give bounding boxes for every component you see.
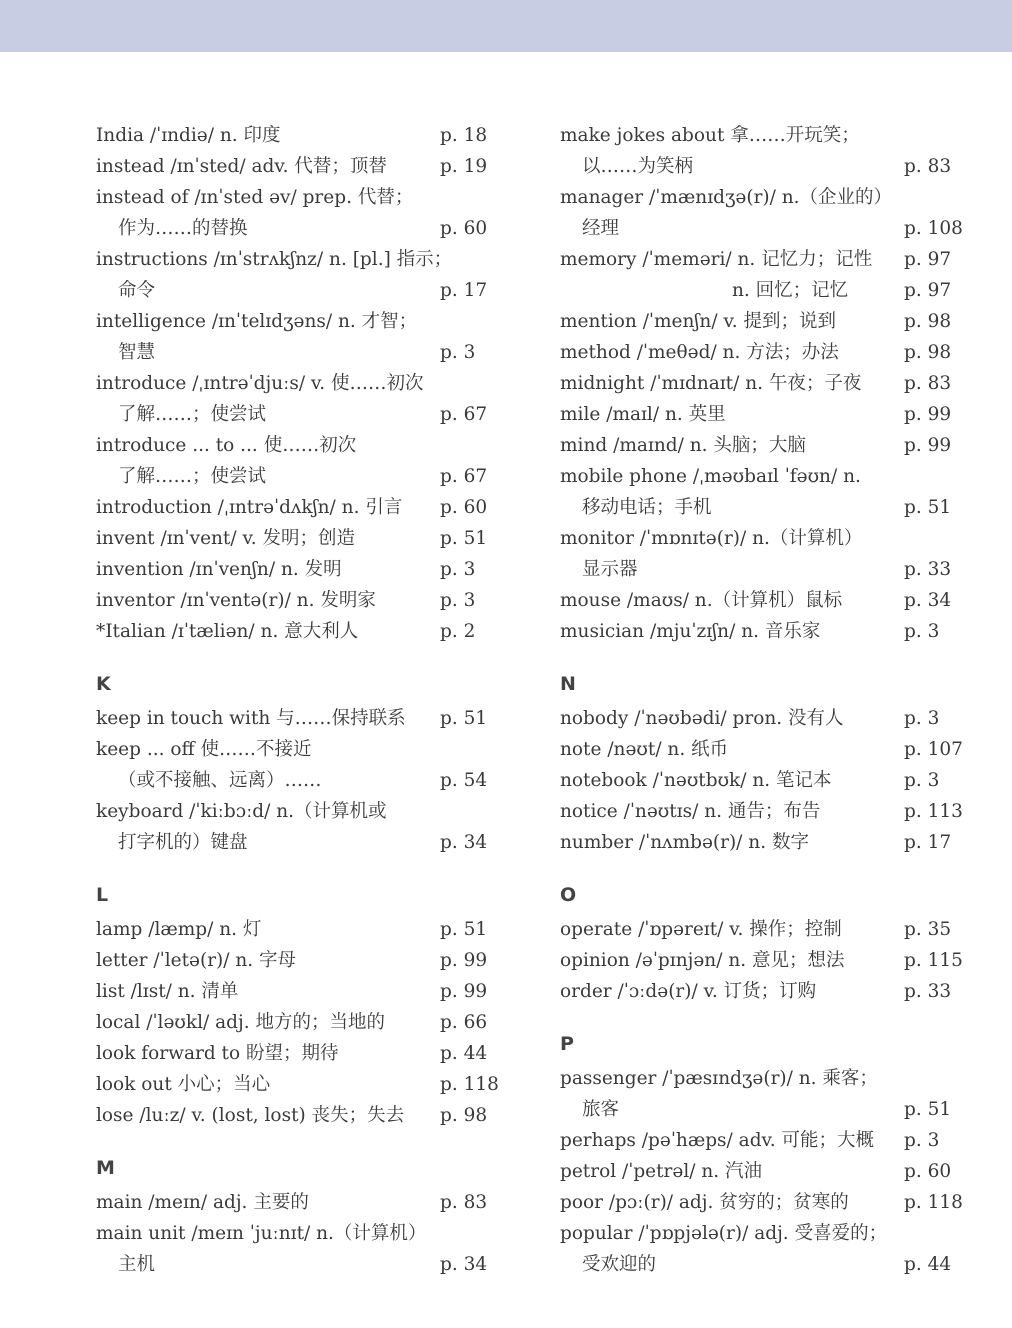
page-reference: p. 67 (440, 466, 488, 487)
entry-text: 受欢迎的 (582, 1254, 657, 1275)
entry-text: note /nəʊt/ n. 纸币 (560, 739, 729, 760)
page-reference: p. 67 (440, 404, 488, 425)
glossary-entry-line (96, 1187, 496, 1218)
entry-text: inventor /ɪnˈventə(r)/ n. 发明家 (96, 590, 376, 611)
page-reference: p. 33 (904, 981, 952, 1002)
glossary-entry-line (96, 430, 496, 461)
glossary-entry-line (560, 1249, 960, 1280)
entry-text: India /ˈɪndiə/ n. 印度 (96, 125, 281, 146)
page-reference: p. 35 (904, 919, 952, 940)
page-reference: p. 3 (440, 590, 476, 611)
page-reference: p. 18 (440, 125, 488, 146)
glossary-entry-line (560, 337, 960, 368)
entry-text: make jokes about 拿……开玩笑； (560, 125, 860, 146)
glossary-entry-line (96, 976, 496, 1007)
glossary-entry-line (96, 585, 496, 616)
entry-text: mind /maɪnd/ n. 头脑；大脑 (560, 435, 806, 456)
page-reference: p. 118 (904, 1192, 963, 1213)
glossary-entry-line (96, 1069, 499, 1100)
glossary-entry-line (96, 827, 496, 858)
page-reference: p. 17 (904, 832, 952, 853)
page-reference: p. 83 (904, 156, 952, 177)
entry-text: operate /ˈɒpəreɪt/ v. 操作；控制 (560, 919, 842, 940)
entry-text: （或不接触、远离）…… (118, 770, 322, 791)
glossary-entry-line (560, 945, 963, 976)
page-reference: p. 3 (904, 621, 940, 642)
page-reference: p. 99 (904, 435, 952, 456)
page-reference: p. 98 (904, 342, 952, 363)
page-reference: p. 60 (904, 1161, 952, 1182)
glossary-entry-line (96, 523, 496, 554)
entry-text: 智慧 (118, 342, 156, 363)
entry-text: keyboard /ˈkiːbɔːd/ n.（计算机或 (96, 801, 387, 822)
letter-heading: M (96, 1157, 115, 1179)
entry-text: number /ˈnʌmbə(r)/ n. 数字 (560, 832, 809, 853)
page-reference: p. 51 (440, 919, 488, 940)
glossary-entry-line (560, 585, 960, 616)
entry-text: 旅客 (582, 1099, 620, 1120)
entry-text: opinion /əˈpɪnjən/ n. 意见；想法 (560, 950, 845, 971)
glossary-entry-line (560, 275, 960, 306)
page-reference: p. 98 (440, 1105, 488, 1126)
glossary-entry-line (96, 461, 496, 492)
letter-heading: K (96, 673, 111, 695)
glossary-entry-line (96, 306, 496, 337)
page-reference: p. 3 (904, 708, 940, 729)
entry-text: intelligence /ɪnˈtelɪdʒəns/ n. 才智； (96, 311, 418, 332)
glossary-entry-line (96, 244, 496, 275)
entry-text: midnight /ˈmɪdnaɪt/ n. 午夜；子夜 (560, 373, 862, 394)
glossary-column-right (560, 120, 963, 1280)
glossary-entry-line (96, 554, 496, 585)
glossary-entry-line (96, 182, 496, 213)
page-reference: p. 51 (440, 708, 488, 729)
glossary-entry-line (560, 368, 960, 399)
entry-text: 主机 (118, 1254, 156, 1275)
page-reference: p. 44 (904, 1254, 952, 1275)
glossary-entry-line (96, 616, 496, 647)
glossary-entry-line (96, 368, 496, 399)
glossary-column-left (96, 120, 499, 1280)
entry-text: poor /pɔː(r)/ adj. 贫穷的；贫寒的 (560, 1192, 849, 1213)
page-reference: p. 107 (904, 739, 963, 760)
entry-text: keep ... off 使……不接近 (96, 739, 312, 760)
page-reference: p. 51 (440, 528, 488, 549)
section-gap (560, 858, 960, 882)
entry-text: letter /ˈletə(r)/ n. 字母 (96, 950, 297, 971)
section-gap (96, 1131, 496, 1155)
glossary-entry-line (560, 244, 960, 275)
page-reference: p. 98 (904, 311, 952, 332)
entry-text: n. 回忆；记忆 (732, 280, 849, 301)
entry-text: keep in touch with 与……保持联系 (96, 708, 406, 729)
glossary-entry-line (560, 765, 960, 796)
page-reference: p. 3 (904, 1130, 940, 1151)
glossary-entry-line (560, 399, 960, 430)
glossary-entry-line (560, 1218, 960, 1249)
page-reference: p. 66 (440, 1012, 488, 1033)
page-reference: p. 60 (440, 218, 488, 239)
page-reference: p. 2 (440, 621, 476, 642)
entry-text: lamp /læmp/ n. 灯 (96, 919, 262, 940)
glossary-entry-line (96, 734, 496, 765)
entry-text: popular /ˈpɒpjələ(r)/ adj. 受喜爱的； (560, 1223, 888, 1244)
entry-text: petrol /ˈpetrəl/ n. 汽油 (560, 1161, 763, 1182)
glossary-entry-line (560, 430, 960, 461)
page-reference: p. 113 (904, 801, 963, 822)
page-reference: p. 33 (904, 559, 952, 580)
glossary-entry-line (560, 1125, 960, 1156)
glossary-entry-line (560, 976, 960, 1007)
entry-text: 了解……；使尝试 (118, 466, 267, 487)
page-reference: p. 19 (440, 156, 488, 177)
glossary-entry-line (96, 1007, 496, 1038)
letter-heading: O (560, 884, 577, 906)
glossary-entry-line (560, 1094, 960, 1125)
entry-text: manager /ˈmænɪdʒə(r)/ n.（企业的） (560, 187, 893, 208)
glossary-entry-line (560, 120, 960, 151)
letter-heading: L (96, 884, 109, 906)
glossary-entry-line (560, 703, 960, 734)
entry-text: 命令 (118, 280, 156, 301)
entry-text: lose /luːz/ v. (lost, lost) 丧失；失去 (96, 1105, 405, 1126)
glossary-entry-line (96, 914, 496, 945)
letter-heading: N (560, 673, 576, 695)
glossary-entry-line (560, 914, 960, 945)
glossary-entry-line (96, 765, 496, 796)
entry-text: main unit /meɪn ˈjuːnɪt/ n.（计算机） (96, 1223, 427, 1244)
entry-text: instructions /ɪnˈstrʌkʃnz/ n. [pl.] 指示； (96, 249, 453, 270)
section-gap (560, 647, 960, 671)
entry-text: method /ˈmeθəd/ n. 方法；办法 (560, 342, 839, 363)
glossary-entry-line (96, 337, 496, 368)
glossary-entry-line (560, 523, 960, 554)
glossary-entry-line (560, 1063, 960, 1094)
glossary-entry-line (96, 1038, 496, 1069)
page-reference: p. 51 (904, 1099, 952, 1120)
entry-text: instead /ɪnˈsted/ adv. 代替；顶替 (96, 156, 387, 177)
page-reference: p. 3 (440, 342, 476, 363)
entry-text: invention /ɪnˈvenʃn/ n. 发明 (96, 559, 342, 580)
entry-text: musician /mjuˈzɪʃn/ n. 音乐家 (560, 621, 821, 642)
glossary-entry-line (96, 213, 496, 244)
page-reference: p. 99 (440, 950, 488, 971)
entry-text: notebook /ˈnəʊtbʊk/ n. 笔记本 (560, 770, 832, 791)
page-reference: p. 54 (440, 770, 488, 791)
glossary-entry-line (560, 492, 960, 523)
page-reference: p. 3 (904, 770, 940, 791)
glossary-entry-line (560, 796, 963, 827)
glossary-entry-line (560, 151, 960, 182)
page-reference: p. 99 (440, 981, 488, 1002)
glossary-entry-line (96, 1249, 496, 1280)
entry-text: 显示器 (582, 559, 638, 580)
page-reference: p. 83 (440, 1192, 488, 1213)
entry-text: 打字机的）键盘 (118, 832, 248, 853)
glossary-entry-line (560, 554, 960, 585)
glossary-entry-line (96, 399, 496, 430)
page-reference: p. 3 (440, 559, 476, 580)
glossary-entry-line (560, 213, 963, 244)
entry-text: 移动电话；手机 (582, 497, 712, 518)
page-reference: p. 118 (440, 1074, 499, 1095)
letter-heading: P (560, 1033, 574, 1055)
entry-text: instead of /ɪnˈsted əv/ prep. 代替； (96, 187, 414, 208)
glossary-entry-line (96, 275, 496, 306)
entry-text: *Italian /ɪˈtæliən/ n. 意大利人 (96, 621, 359, 642)
glossary-entry-line (560, 461, 960, 492)
entry-text: mobile phone /ˌməʊbaɪl ˈfəʊn/ n. (560, 466, 861, 487)
glossary-entry-line (560, 616, 960, 647)
entry-text: memory /ˈmeməri/ n. 记忆力；记性 (560, 249, 873, 270)
entry-text: order /ˈɔːdə(r)/ v. 订货；订购 (560, 981, 817, 1002)
entry-text: 作为……的替换 (118, 218, 248, 239)
entry-text: look forward to 盼望；期待 (96, 1043, 339, 1064)
entry-text: 了解……；使尝试 (118, 404, 267, 425)
entry-text: passenger /ˈpæsɪndʒə(r)/ n. 乘客； (560, 1068, 878, 1089)
glossary-entry-line (560, 1187, 963, 1218)
entry-text: 以……为笑柄 (582, 156, 694, 177)
glossary-entry-line (560, 182, 960, 213)
entry-text: monitor /ˈmɒnɪtə(r)/ n.（计算机） (560, 528, 863, 549)
page-reference: p. 115 (904, 950, 963, 971)
page-reference: p. 34 (440, 832, 488, 853)
page-reference: p. 34 (440, 1254, 488, 1275)
entry-text: mention /ˈmenʃn/ v. 提到；说到 (560, 311, 836, 332)
entry-text: perhaps /pəˈhæps/ adv. 可能；大概 (560, 1130, 875, 1151)
page-top-band (0, 0, 1012, 52)
page-reference: p. 44 (440, 1043, 488, 1064)
entry-text: list /lɪst/ n. 清单 (96, 981, 239, 1002)
entry-text: mile /maɪl/ n. 英里 (560, 404, 726, 425)
glossary-entry-line (96, 151, 496, 182)
entry-text: notice /ˈnəʊtɪs/ n. 通告；布告 (560, 801, 821, 822)
glossary-entry-line (96, 796, 496, 827)
page-reference: p. 83 (904, 373, 952, 394)
page-reference: p. 17 (440, 280, 488, 301)
page-reference: p. 60 (440, 497, 488, 518)
entry-text: main /meɪn/ adj. 主要的 (96, 1192, 309, 1213)
page-reference: p. 108 (904, 218, 963, 239)
page-reference: p. 97 (904, 249, 952, 270)
page-reference: p. 34 (904, 590, 952, 611)
glossary-entry-line (560, 1156, 960, 1187)
glossary-entry-line (96, 492, 496, 523)
glossary-entry-line (96, 945, 496, 976)
page-reference: p. 97 (904, 280, 952, 301)
entry-text: nobody /ˈnəʊbədi/ pron. 没有人 (560, 708, 844, 729)
section-gap (96, 858, 496, 882)
entry-text: introduce ... to ... 使……初次 (96, 435, 357, 456)
glossary-entry-line (560, 306, 960, 337)
page-reference: p. 51 (904, 497, 952, 518)
glossary-entry-line (96, 703, 496, 734)
entry-text: introduction /ˌɪntrəˈdʌkʃn/ n. 引言 (96, 497, 403, 518)
page-reference: p. 99 (904, 404, 952, 425)
entry-text: local /ˈləʊkl/ adj. 地方的；当地的 (96, 1012, 386, 1033)
section-gap (560, 1007, 960, 1031)
section-gap (96, 647, 496, 671)
entry-text: look out 小心；当心 (96, 1074, 271, 1095)
entry-text: 经理 (582, 218, 620, 239)
glossary-entry-line (96, 1100, 496, 1131)
glossary-entry-line (96, 120, 496, 151)
glossary-entry-line (560, 827, 960, 858)
entry-text: mouse /maʊs/ n.（计算机）鼠标 (560, 590, 843, 611)
glossary-entry-line (96, 1218, 496, 1249)
entry-text: invent /ɪnˈvent/ v. 发明；创造 (96, 528, 355, 549)
entry-text: introduce /ˌɪntrəˈdjuːs/ v. 使……初次 (96, 373, 424, 394)
glossary-entry-line (560, 734, 963, 765)
